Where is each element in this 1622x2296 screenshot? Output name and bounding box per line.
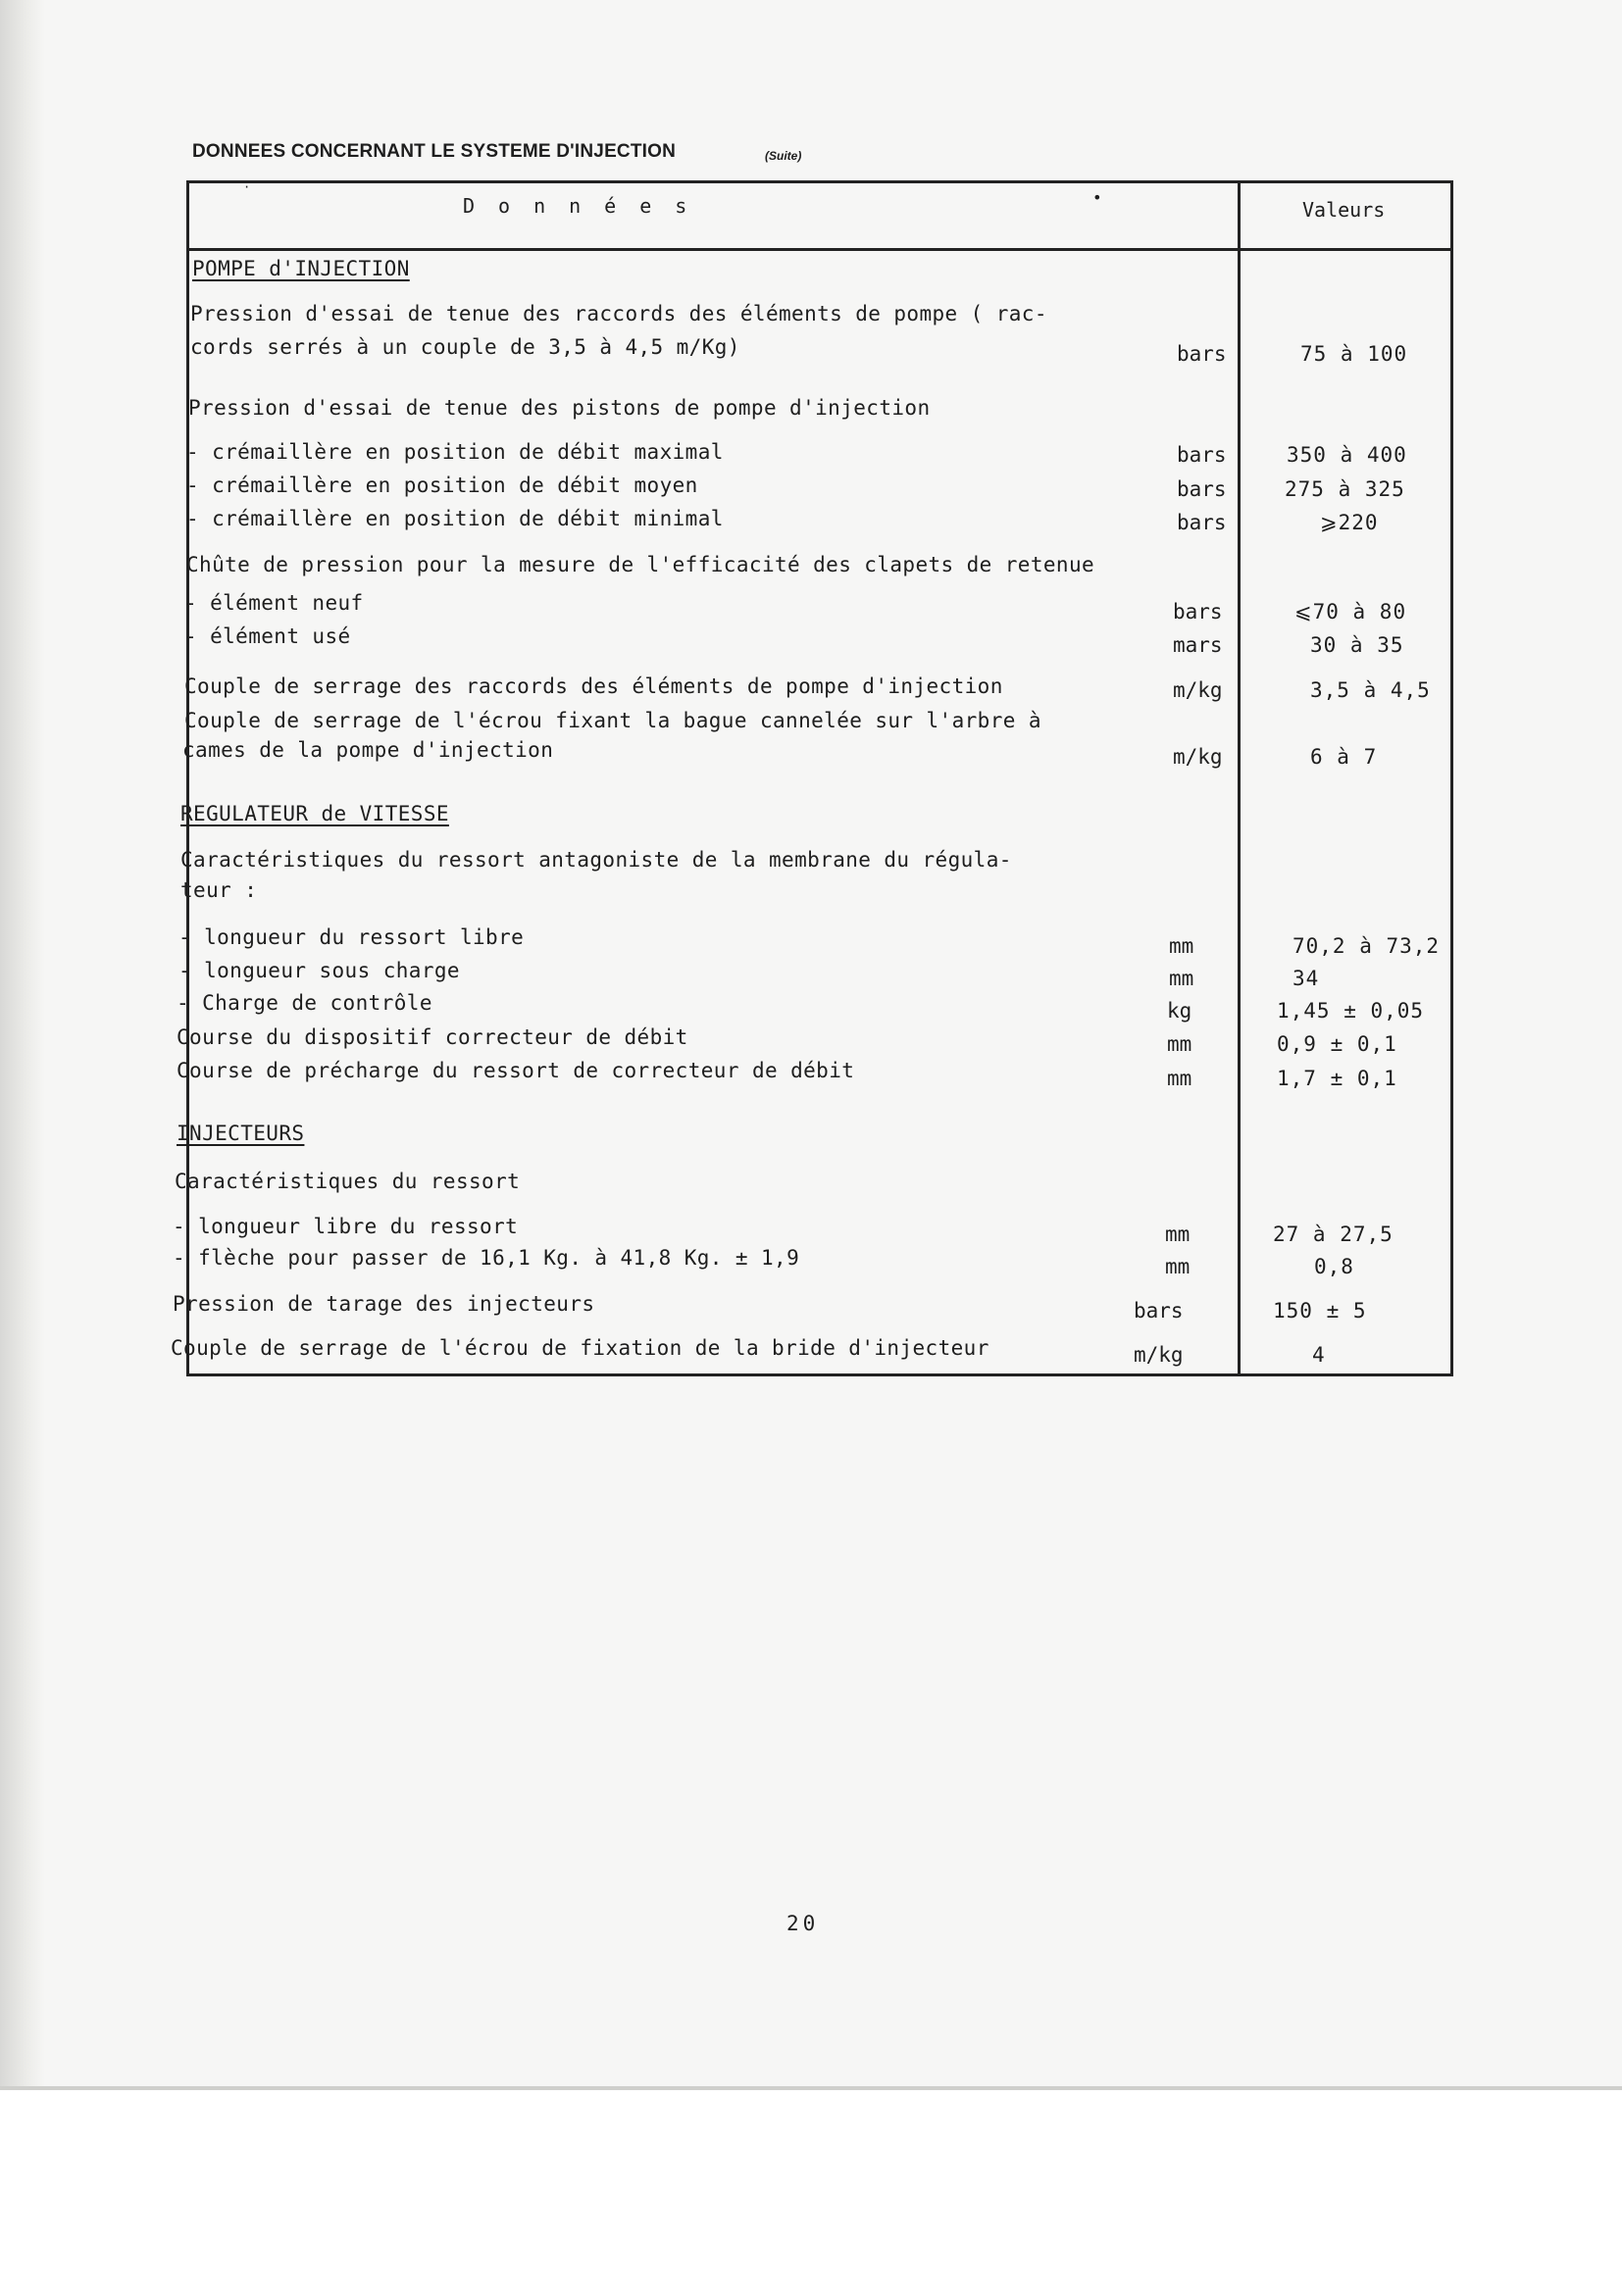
page-bottom-strip xyxy=(0,2086,1622,2296)
row-unit: m/kg xyxy=(1173,745,1223,769)
row-text: Pression d'essai de tenue des pistons de pompe d'injection xyxy=(188,396,931,420)
column-header-values: Valeurs xyxy=(1302,198,1386,222)
column-header-data: Données xyxy=(463,194,711,218)
row-value: 350 à 400 xyxy=(1287,443,1407,467)
document-title: DONNEES CONCERNANT LE SYSTEME D'INJECTION xyxy=(192,141,677,162)
row-text: Chûte de pression pour la mesure de l'efficacité des clapets de retenue xyxy=(186,553,1095,576)
section-title: REGULATEUR de VITESSE xyxy=(180,802,449,825)
row-unit: kg xyxy=(1167,999,1192,1023)
row-value: 75 à 100 xyxy=(1300,342,1408,366)
row-value: 0,9 ± 0,1 xyxy=(1277,1032,1397,1056)
row-text: - longueur du ressort libre xyxy=(178,925,525,949)
row-value: 150 ± 5 xyxy=(1273,1299,1367,1323)
row-value: 1,7 ± 0,1 xyxy=(1277,1067,1397,1090)
row-text: - longueur libre du ressort xyxy=(173,1215,519,1238)
row-value: ⩾220 xyxy=(1320,511,1379,534)
page-edge-shadow xyxy=(0,0,45,2292)
row-text: Pression d'essai de tenue des raccords des éléments de pompe ( rac- xyxy=(190,302,1047,325)
row-value: ⩽70 à 80 xyxy=(1294,600,1407,624)
stray-mark: · xyxy=(243,180,251,194)
row-unit: mm xyxy=(1169,934,1194,958)
row-text: Couple de serrage de l'écrou fixant la bague cannelée sur l'arbre à xyxy=(184,709,1041,732)
row-value: 27 à 27,5 xyxy=(1273,1223,1394,1246)
header-divider xyxy=(188,248,1451,251)
document-title-suffix: (Suite) xyxy=(765,149,802,163)
row-unit: bars xyxy=(1134,1299,1184,1323)
row-unit: m/kg xyxy=(1173,678,1223,702)
row-value: 275 à 325 xyxy=(1285,477,1405,501)
row-unit: bars xyxy=(1177,477,1227,501)
row-text: - crémaillère en position de débit minimal xyxy=(186,507,724,530)
row-text: - flèche pour passer de 16,1 Kg. à 41,8 Kg. ± 1,9 xyxy=(173,1246,800,1270)
row-value: 6 à 7 xyxy=(1310,745,1378,769)
page-number: 20 xyxy=(786,1912,820,1935)
row-unit: bars xyxy=(1173,600,1223,624)
row-text: - longueur sous charge xyxy=(178,959,460,982)
row-text: Course de précharge du ressort de correcteur de débit xyxy=(177,1059,855,1082)
row-unit: mars xyxy=(1173,633,1223,657)
row-text: - crémaillère en position de débit maximal xyxy=(186,440,724,464)
row-text: Caractéristiques du ressort xyxy=(175,1170,521,1193)
row-unit: mm xyxy=(1169,967,1194,990)
row-unit: m/kg xyxy=(1134,1343,1184,1367)
row-text: cames de la pompe d'injection xyxy=(182,738,554,762)
row-value: 1,45 ± 0,05 xyxy=(1277,999,1425,1023)
row-unit: mm xyxy=(1165,1223,1191,1246)
row-value: 70,2 à 73,2 xyxy=(1293,934,1441,958)
row-text: Caractéristiques du ressort antagoniste de la membrane du régula- xyxy=(180,848,1012,872)
column-divider xyxy=(1238,183,1241,1374)
row-value: 30 à 35 xyxy=(1310,633,1404,657)
row-text: Pression de tarage des injecteurs xyxy=(173,1292,595,1316)
row-unit: bars xyxy=(1177,443,1227,467)
row-unit: bars xyxy=(1177,511,1227,534)
row-unit: mm xyxy=(1165,1255,1191,1278)
row-value: 0,8 xyxy=(1314,1255,1354,1278)
row-text: - Charge de contrôle xyxy=(177,991,432,1015)
row-unit: bars xyxy=(1177,342,1227,366)
row-value: 4 xyxy=(1312,1343,1326,1367)
row-text: Couple de serrage de l'écrou de fixation de la bride d'injecteur xyxy=(171,1336,989,1360)
row-text: cords serrés à un couple de 3,5 à 4,5 m/Kg) xyxy=(190,335,740,359)
row-text: - élément usé xyxy=(184,624,351,648)
row-text: - élément neuf xyxy=(184,591,364,615)
row-value: 3,5 à 4,5 xyxy=(1310,678,1431,702)
row-text: Course du dispositif correcteur de débit xyxy=(177,1025,688,1049)
row-text: teur : xyxy=(180,878,258,902)
row-text: - crémaillère en position de débit moyen xyxy=(186,474,698,497)
row-value: 34 xyxy=(1293,967,1320,990)
row-unit: mm xyxy=(1167,1067,1192,1090)
bullet-mark: • xyxy=(1092,188,1102,207)
row-text: Couple de serrage des raccords des éléments de pompe d'injection xyxy=(184,674,1003,698)
section-title: INJECTEURS xyxy=(177,1122,305,1145)
row-unit: mm xyxy=(1167,1032,1192,1056)
section-title: POMPE d'INJECTION xyxy=(192,257,410,280)
